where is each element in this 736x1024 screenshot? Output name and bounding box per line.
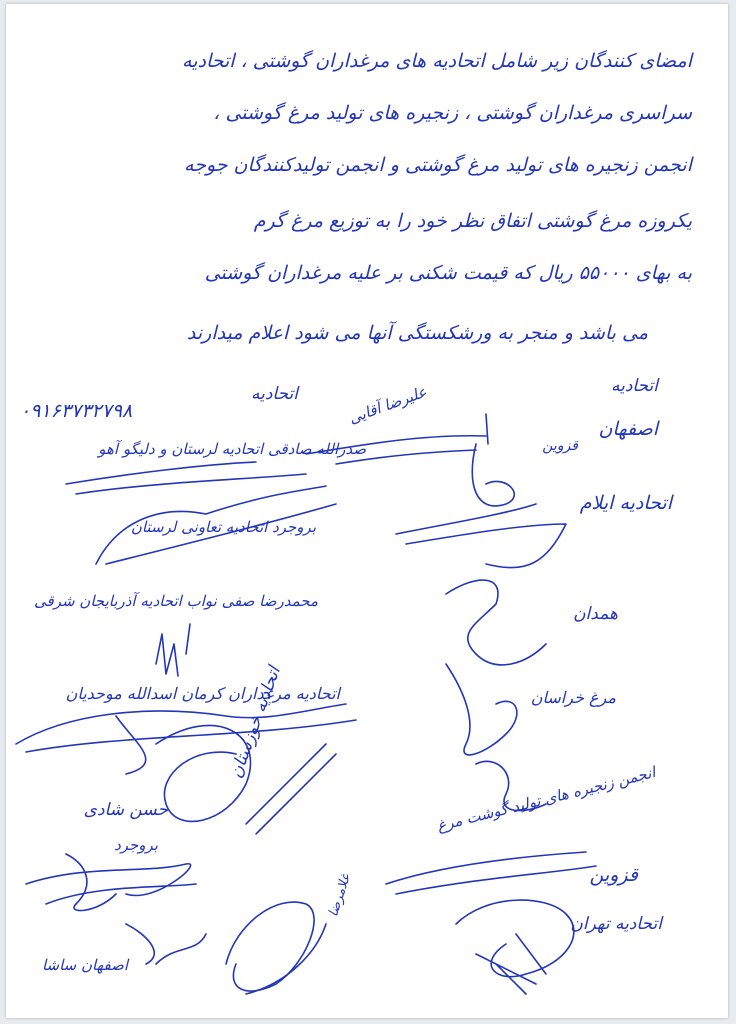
left-signatory-1: صدرالله صادقی اتحادیه لرستان و دلیگو آهو: [98, 440, 366, 458]
signature-6: [246, 744, 336, 834]
signature-16: [446, 664, 517, 755]
signature-18: [386, 852, 596, 894]
signature-11: [246, 924, 326, 994]
letter-line-1: امضای کنندگان زیر شامل اتحادیه های مرغداران گوشتی ، اتحادیه: [182, 50, 692, 72]
signature-1: [66, 462, 306, 494]
signature-5: [156, 725, 250, 821]
signature-12: [306, 436, 486, 464]
phone-number: ۰۹۱۶۳۷۳۲۷۹۸: [20, 400, 133, 422]
letter-line-3: انجمن زنجیره های تولید مرغ گوشتی و انجمن تولیدکنندگان جوجه: [184, 154, 692, 176]
signature-4: [16, 704, 356, 774]
letter-line-4: یکروزه مرغ گوشتی اتفاق نظر خود را به توزیع مرغ گرم: [253, 210, 692, 232]
right-signatory-7: انجمن زنجیره های تولید گوشت مرغ: [434, 763, 657, 835]
left-header: اتحادیه: [250, 384, 298, 404]
right-signatory-2: اصفهان: [598, 418, 658, 440]
right-signatory-9: اتحادیه تهران: [570, 914, 662, 934]
left-signatory-9: غلامرضا: [326, 872, 354, 919]
right-signatory-3: قزوین: [542, 438, 578, 454]
right-signatory-6: مرغ خراسان: [530, 688, 616, 707]
signatures-drawing: [6, 4, 728, 1018]
right-signatory-4: اتحادیه ایلام: [579, 492, 672, 514]
letter-line-6: می باشد و منجر به ورشکستگی آنها می شود اعلام میدارند: [186, 322, 648, 344]
signature-15: [446, 580, 546, 665]
left-signatory-3: محمدرضا صفی نواب اتحادیه آذربایجان شرقی: [34, 592, 318, 610]
letter-line-2: سراسری مرغداران گوشتی ، زنجیره های تولید مرغ گوشتی ،: [213, 102, 692, 124]
signature-8: [66, 854, 116, 911]
letter-line-5: به بهای ۵۵۰۰۰ ریال که قیمت شکنی بر علیه مرغداران گوشتی: [204, 262, 692, 284]
left-signatory-6: بروجرد: [114, 836, 158, 854]
signature-13: [472, 414, 514, 506]
document-page: [6, 4, 728, 1018]
right-signatory-5: همدان: [573, 604, 618, 624]
left-signatory-7: اتحادیه خوزستان: [226, 664, 285, 781]
signature-20: [476, 934, 546, 994]
right-signatory-1: علیرضا آقایی: [345, 382, 429, 428]
left-signatory-8: اصفهان ساشا: [41, 956, 128, 974]
signature-14: [396, 504, 566, 568]
signature-3: [156, 624, 190, 676]
signature-9: [126, 924, 206, 964]
left-signatory-2: بروجرد اتحادیه تعاونی لرستان: [130, 518, 316, 536]
right-signatory-8: قزوین: [589, 864, 638, 886]
right-header: اتحادیه: [610, 376, 658, 396]
signature-2: [96, 486, 336, 564]
signature-19: [456, 900, 574, 977]
signature-10: [226, 902, 314, 991]
left-signatory-4: اتحادیه مرغداران کرمان اسدالله موحدیان: [65, 684, 340, 703]
left-signatory-5: حسن شادی: [83, 800, 168, 820]
signature-17: [476, 761, 546, 810]
